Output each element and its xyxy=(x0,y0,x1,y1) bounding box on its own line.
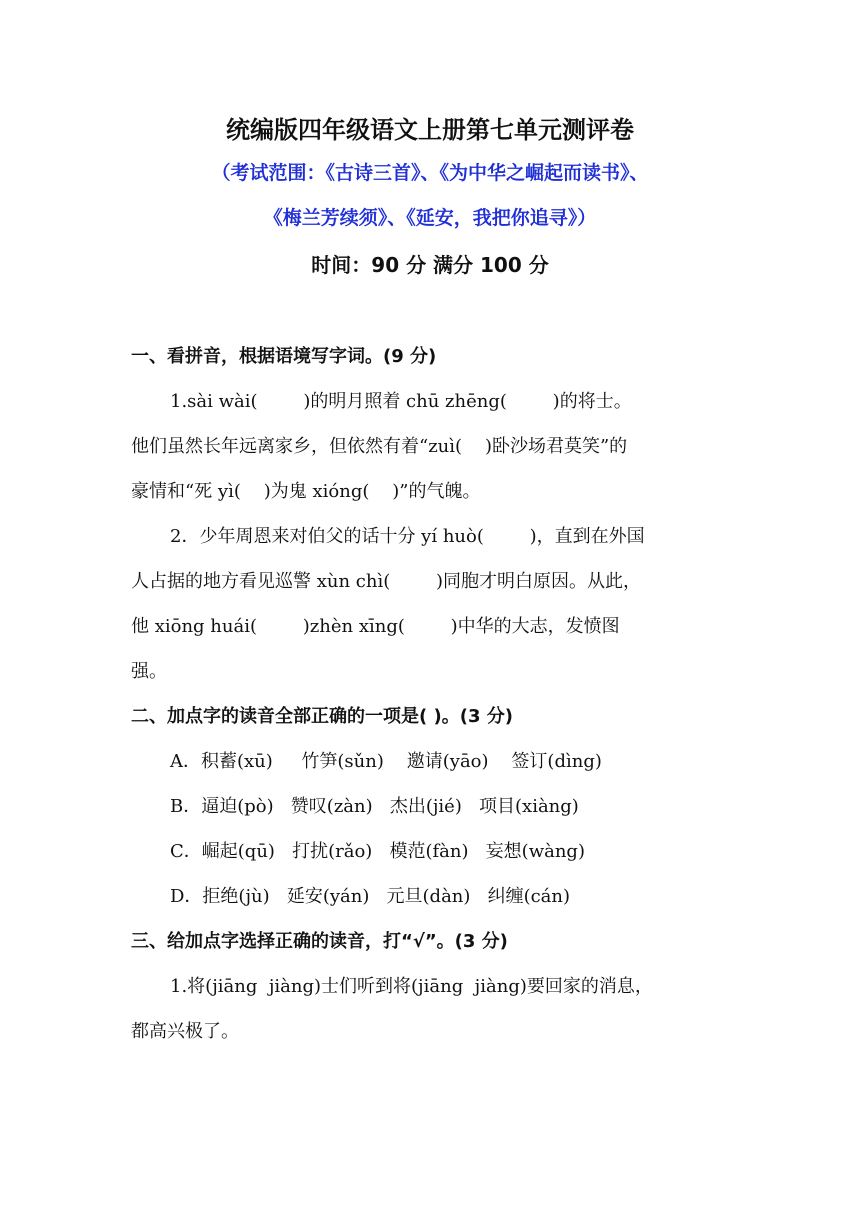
section-1-q2-line-1: 2．少年周恩来对伯父的话十分 yí huò( )，直到在外国 xyxy=(170,526,645,547)
section-1-q2-line-4: 强。 xyxy=(131,661,167,682)
section-2-option-d: D．拒绝(jù) 延安(yán) 元旦(dàn) 纠缠(cán) xyxy=(170,886,571,907)
exam-title: 统编版四年级语文上册第七单元测评卷 xyxy=(226,116,634,144)
section-3-q1-line-2: 都高兴极了。 xyxy=(131,1021,239,1042)
section-2-heading: 二、加点字的读音全部正确的一项是( )。(3 分) xyxy=(131,706,513,727)
exam-scope-line-2: 《梅兰芳续须》、《延安，我把你追寻》） xyxy=(263,207,597,229)
section-1-q1-line-3: 豪情和“死 yì( )为鬼 xióng( )”的气魄。 xyxy=(131,481,481,502)
section-2-option-b: B．逼迫(pò) 赞叹(zàn) 杰出(jié) 项目(xiàng) xyxy=(170,796,579,817)
exam-time-info: 时间：90 分 满分 100 分 xyxy=(311,253,549,277)
section-3-heading: 三、给加点字选择正确的读音，打“√”。(3 分) xyxy=(131,931,508,952)
section-1-q2-line-2: 人占据的地方看见巡警 xùn chì( )同胞才明白原因。从此， xyxy=(131,571,642,592)
section-3-q1-line-1: 1.将(jiāng jiàng)士们听到将(jiāng jiàng)要回家的消息， xyxy=(170,976,653,997)
section-1-q2-line-3: 他 xiōng huái( )zhèn xīng( )中华的大志，发愤图 xyxy=(131,616,620,637)
section-1-q1-line-1: 1.sài wài( )的明月照着 chū zhēng( )的将士。 xyxy=(170,391,632,412)
section-2-option-a: A．积蓄(xū) 竹笋(sǔn) 邀请(yāo) 签订(dìng) xyxy=(170,751,602,772)
section-2-option-c: C．崛起(qū) 打扰(rǎo) 模范(fàn) 妄想(wàng) xyxy=(170,841,585,862)
section-1-heading: 一、看拼音，根据语境写字词。(9 分) xyxy=(131,346,437,367)
exam-scope-line-1: （考试范围：《古诗三首》、《为中华之崛起而读书》、 xyxy=(211,162,649,184)
section-1-q1-line-2: 他们虽然长年远离家乡，但依然有着“zuì( )卧沙场君莫笑”的 xyxy=(131,436,628,457)
